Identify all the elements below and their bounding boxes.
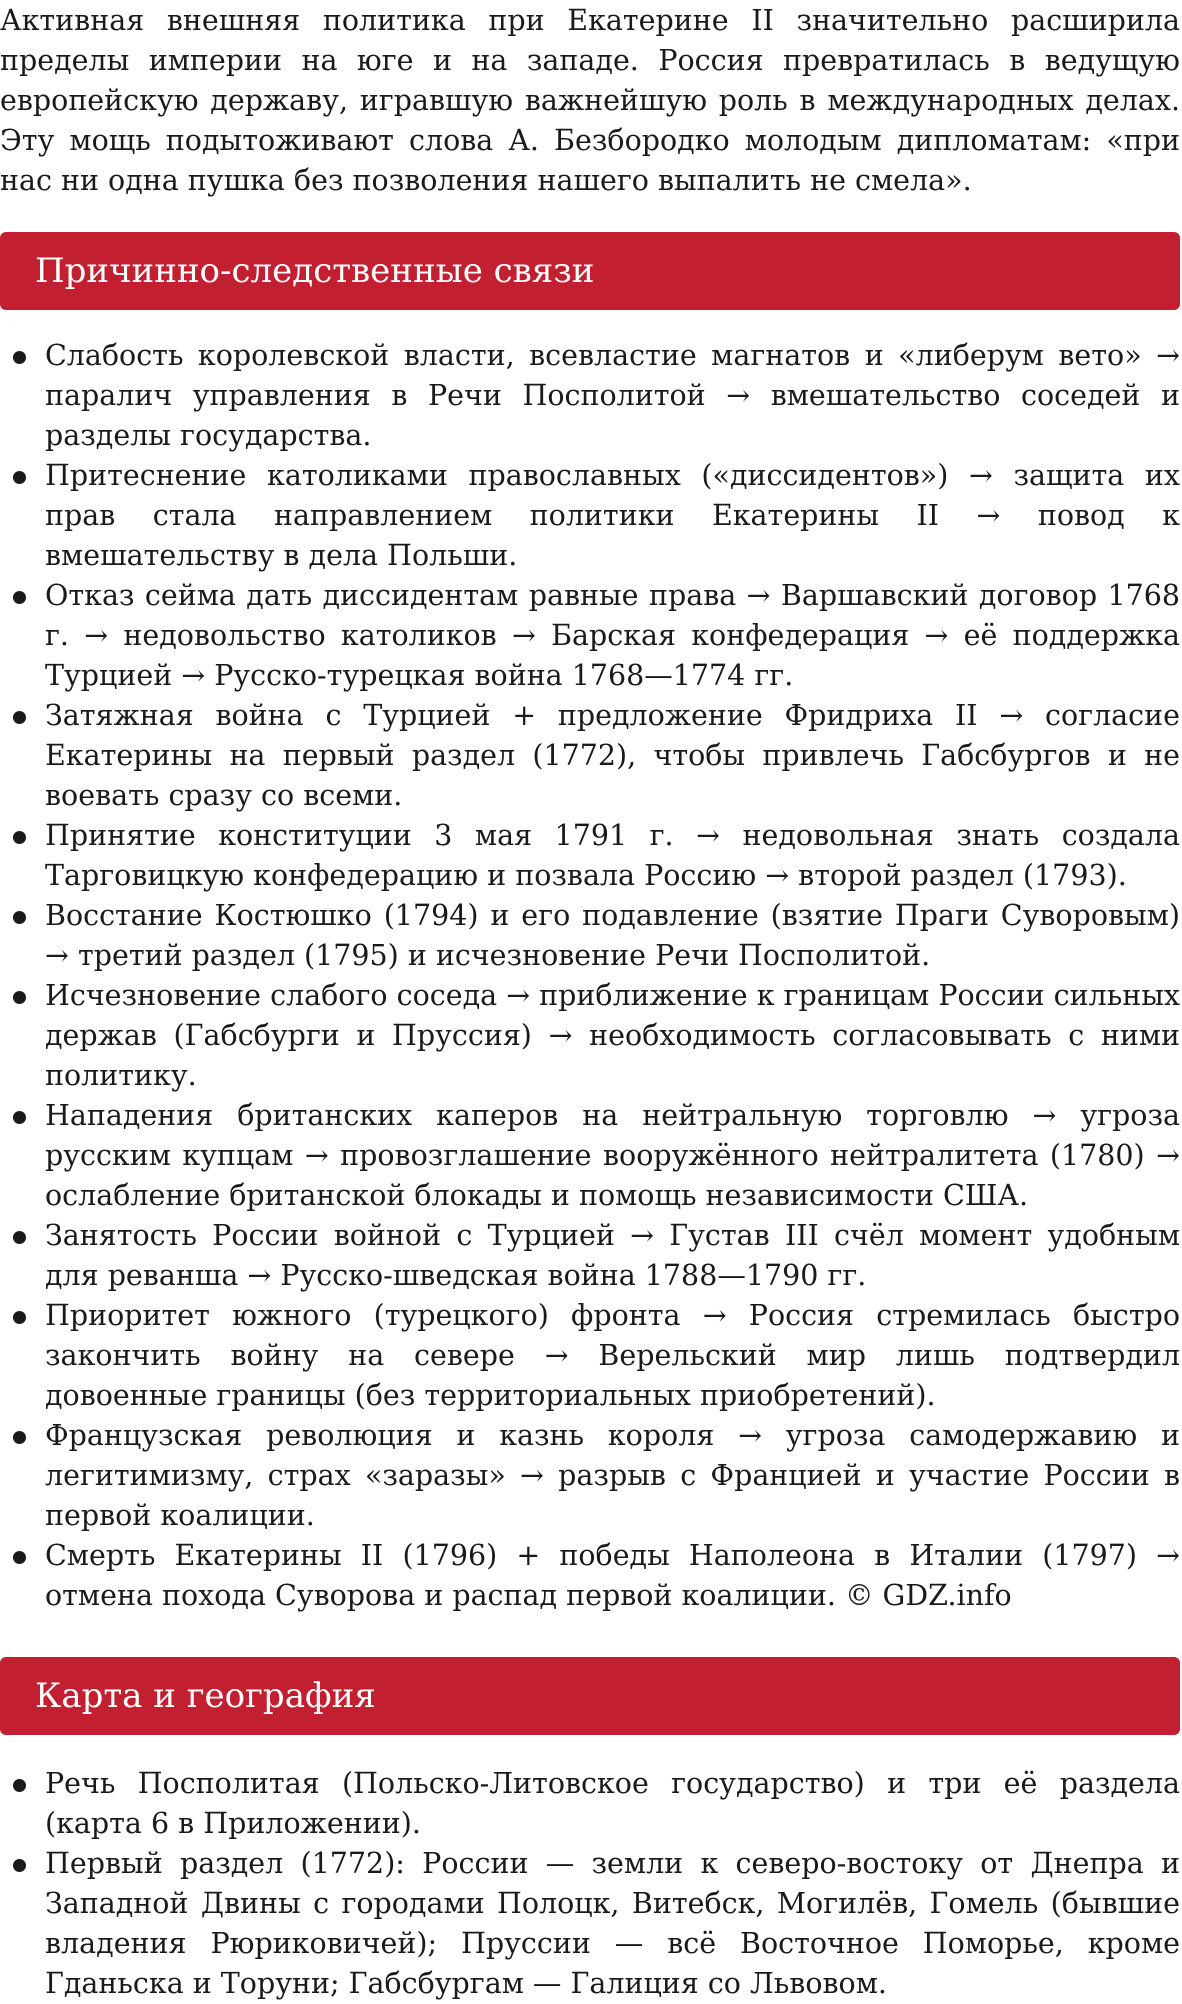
list-item-text: Смерть Екатерины II (1796) + победы Наполеона в Италии (1797) → отмена похода Суворова и распад первой коалиции. © GDZ.info bbox=[45, 1539, 1180, 1612]
list-item-text: Речь Посполитая (Польско-Литовское государство) и три её раздела (карта 6 в Приложении). bbox=[45, 1767, 1180, 1840]
bullet-icon bbox=[13, 1231, 26, 1244]
list-item bbox=[0, 336, 1180, 456]
bullet-icon bbox=[13, 1311, 26, 1324]
cause-effect-list bbox=[0, 336, 1180, 1616]
list-item bbox=[0, 896, 1180, 976]
list-item-text: Затяжная война с Турцией + предложение Фридриха II → согласие Екатерины на первый раздел (1772), чтобы привлечь Габсбургов и не воевать сразу со всеми. bbox=[45, 699, 1180, 812]
bullet-icon bbox=[13, 1551, 26, 1564]
list-item bbox=[0, 1296, 1180, 1416]
list-item bbox=[0, 1096, 1180, 1216]
list-item bbox=[0, 1216, 1180, 1296]
list-item bbox=[0, 1536, 1180, 1616]
list-item-text: Первый раздел (1772): России — земли к северо-востоку от Днепра и Западной Двины с городами Полоцк, Витебск, Могилёв, Гомель (бывшие владения Рюриковичей); Пруссии — всё Восточное Поморье, кроме Гданьска и Торуни; Габсбургам — Галиция со Львовом. bbox=[45, 1847, 1180, 2000]
list-item-text: Занятость России войной с Турцией → Густав III счёл момент удобным для реванша → Русско-шведская война 1788—1790 гг. bbox=[45, 1219, 1180, 1292]
bullet-icon bbox=[13, 591, 26, 604]
list-item-text: Принятие конституции 3 мая 1791 г. → недовольная знать создала Тарговицкую конфедерацию и позвала Россию → второй раздел (1793). bbox=[45, 819, 1180, 892]
bullet-icon bbox=[13, 351, 26, 364]
intro-paragraph: Активная внешняя политика при Екатерине II значительно расширила пределы империи на юге и на западе. Россия превратилась в ведущую европейскую державу, игравшую важнейшую роль в международных делах. Эту мощь подытоживают слова А. Безбородко молодым дипломатам: «при нас ни одна пушка без позволения нашего выпалить не смела». bbox=[0, 4, 1180, 197]
list-item-text: Приоритет южного (турецкого) фронта → Россия стремилась быстро закончить войну на севере → Верельский мир лишь подтвердил довоенные границы (без территориальных приобретений). bbox=[45, 1299, 1180, 1412]
list-item-text: Исчезновение слабого соседа → приближение к границам России сильных держав (Габсбурги и Пруссия) → необходимость согласовывать с ними политику. bbox=[45, 979, 1180, 1092]
list-item bbox=[0, 1844, 1180, 2004]
list-item bbox=[0, 696, 1180, 816]
list-item-text: Слабость королевской власти, всевластие магнатов и «либерум вето» → паралич управления в Речи Посполитой → вмешательство соседей и разделы государства. bbox=[45, 339, 1180, 452]
section-title: Причинно-следственные связи bbox=[35, 251, 595, 291]
bullet-icon bbox=[13, 1779, 26, 1792]
list-item-text: Восстание Костюшко (1794) и его подавление (взятие Праги Суворовым) → третий раздел (1795) и исчезновение Речи Посполитой. bbox=[45, 899, 1180, 972]
list-item-text: Французская революция и казнь короля → угроза самодержавию и легитимизму, страх «заразы» → разрыв с Францией и участие России в первой коалиции. bbox=[45, 1419, 1180, 1532]
list-item bbox=[0, 576, 1180, 696]
list-item bbox=[0, 456, 1180, 576]
list-item-text: Отказ сейма дать диссидентам равные права → Варшавский договор 1768 г. → недовольство католиков → Барская конфедерация → её поддержка Турцией → Русско-турецкая война 1768—1774 гг. bbox=[45, 579, 1180, 692]
bullet-icon bbox=[13, 1111, 26, 1124]
bullet-icon bbox=[13, 471, 26, 484]
bullet-icon bbox=[13, 711, 26, 724]
bullet-icon bbox=[13, 1859, 26, 1872]
bullet-icon bbox=[13, 991, 26, 1004]
list-item-text: Притеснение католиками православных («диссидентов») → защита их прав стала направлением политики Екатерины II → повод к вмешательству в дела Польши. bbox=[45, 459, 1180, 572]
section-header-cause-effect bbox=[0, 232, 1180, 310]
section-header-map-geography bbox=[0, 1657, 1180, 1735]
section-title: Карта и география bbox=[35, 1676, 376, 1716]
bullet-icon bbox=[13, 911, 26, 924]
list-item-text: Нападения британских каперов на нейтральную торговлю → угроза русским купцам → провозглашение вооружённого нейтралитета (1780) → ослабление британской блокады и помощь независимости США. bbox=[45, 1099, 1180, 1212]
list-item bbox=[0, 976, 1180, 1096]
bullet-icon bbox=[13, 831, 26, 844]
map-geography-list bbox=[0, 1764, 1180, 2004]
bullet-icon bbox=[13, 1431, 26, 1444]
list-item bbox=[0, 1416, 1180, 1536]
list-item bbox=[0, 1764, 1180, 1844]
list-item bbox=[0, 816, 1180, 896]
